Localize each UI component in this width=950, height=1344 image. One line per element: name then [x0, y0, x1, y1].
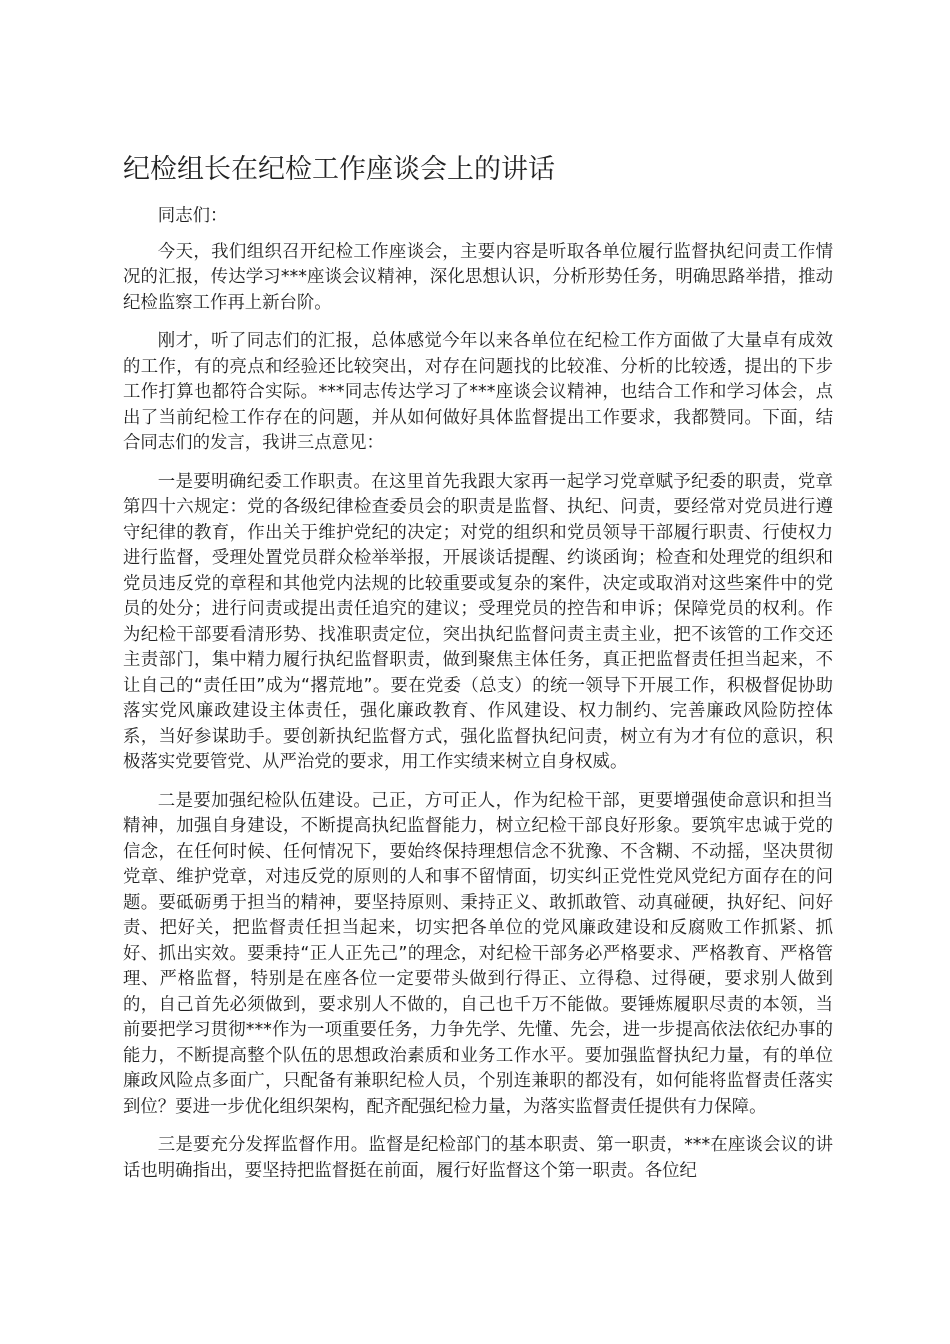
document-page	[123, 150, 833, 1197]
paragraph-point-two: 二是要加强纪检队伍建设。己正，方可正人，作为纪检干部，更要增强使命意识和担当精神，加强自身建设，不断提高执纪监督能力，树立纪检干部良好形象。要筑牢忠诚于党的信念，在任何时候、任何情况下，要始终保持理想信念不犹豫、不含糊、不动摇，坚决贯彻党章、维护党章，对违反党的原则的人和事不留情面，切实纠正党性党风党纪方面存在的问题。要砥砺勇于担当的精神，要坚持原则、秉持正义、敢抓敢管、动真碰硬，执好纪、问好责、把好关，把监督责任担当起来，切实把各单位的党风廉政建设和反腐败工作抓紧、抓好、抓出实效。要秉持“正人正先己”的理念，对纪检干部务必严格要求、严格教育、严格管理、严格监督，特别是在座各位一定要带头做到行得正、立得稳、过得硬，要求别人做到的，自己首先必须做到，要求别人不做的，自己也千万不能做。要锤炼履职尽责的本领，当前要把学习贯彻***作为一项重要任务，力争先学、先懂、先会，进一步提高依法依纪办事的能力，不断提高整个队伍的思想政治素质和业务工作水平。要加强监督执纪力量，有的单位廉政风险点多面广，只配备有兼职纪检人员，个别连兼职的都没有，如何能将监督责任落实到位？要进一步优化组织架构，配齐配强纪检力量，为落实监督责任提供有力保障。	[123, 790, 833, 1117]
document-title: 纪检组长在纪检工作座谈会上的讲话	[123, 154, 555, 185]
paragraph-summary: 刚才，听了同志们的汇报，总体感觉今年以来各单位在纪检工作方面做了大量卓有成效的工作，有的亮点和经验还比较突出，对存在问题找的比较准、分析的比较透，提出的下步工作打算也都符合实际。***同志传达学习了***座谈会议精神，也结合工作和学习体会，点出了当前纪检工作存在的问题，并从如何做好具体监督提出工作要求，我都赞同。下面，结合同志们的发言，我讲三点意见：	[123, 331, 833, 453]
paragraph-point-one: 一是要明确纪委工作职责。在这里首先我跟大家再一起学习党章赋予纪委的职责，党章第四十六规定：党的各级纪律检查委员会的职责是监督、执纪、问责，要经常对党员进行遵守纪律的教育，作出关于维护党纪的决定；对党的组织和党员领导干部履行职责、行使权力进行监督，受理处置党员群众检举举报，开展谈话提醒、约谈函询；检查和处理党的组织和党员违反党的章程和其他党内法规的比较重要或复杂的案件，决定或取消对这些案件中的党员的处分；进行问责或提出责任追究的建议；受理党员的控告和申诉；保障党员的权利。作为纪检干部要看清形势、找准职责定位，突出执纪监督问责主责主业，把不该管的工作交还主责部门，集中精力履行执纪监督职责，做到聚焦主体任务，真正把监督责任担当起来，不让自己的“责任田”成为“撂荒地”。要在党委（总支）的统一领导下开展工作，积极督促协助落实党风廉政建设主体责任，强化廉政教育、作风建设、权力制约、完善廉政风险防控体系，当好参谋助手。要创新执纪监督方式，强化监督执纪问责，树立有为才有位的意识，积极落实党要管党、从严治党的要求，用工作实绩来树立自身权威。	[123, 471, 833, 772]
salutation: 同志们：	[157, 206, 228, 226]
paragraph-point-three: 三是要充分发挥监督作用。监督是纪检部门的基本职责、第一职责，***在座谈会议的讲话也明确指出，要坚持把监督挺在前面，履行好监督这个第一职责。各位纪	[123, 1135, 833, 1181]
paragraph-opening: 今天，我们组织召开纪检工作座谈会，主要内容是听取各单位履行监督执纪问责工作情况的汇报，传达学习***座谈会议精神，深化思想认识，分析形势任务，明确思路举措，推动纪检监察工作再上新台阶。	[123, 241, 833, 313]
